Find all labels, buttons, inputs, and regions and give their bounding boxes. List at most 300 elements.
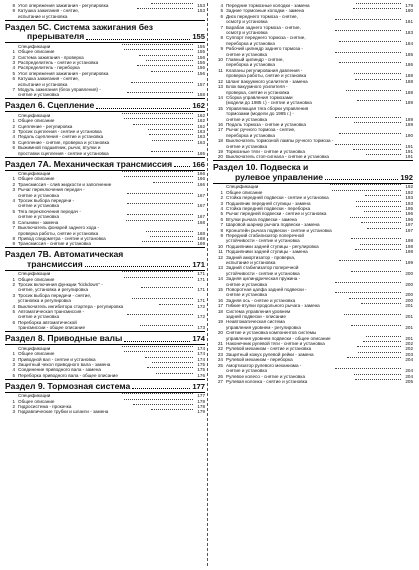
entry-page-number: 204	[405, 373, 413, 379]
dot-leader	[354, 73, 401, 74]
dot-leader	[152, 140, 193, 141]
dot-leader	[351, 238, 401, 239]
entry-page-number: 177	[197, 393, 205, 399]
section-title: Раздел 6. Сцепление	[5, 100, 95, 111]
entry-page-number: 171	[197, 298, 206, 304]
entry-page-number: 166	[197, 181, 206, 187]
entry-number: 22	[217, 346, 223, 352]
entry-title: проверка работы, снятие и установка	[226, 73, 307, 79]
entry-number: 1	[12, 118, 15, 124]
section-heading	[5, 334, 205, 344]
entry-title: переборка и установка	[226, 132, 275, 138]
entry-number: 2	[220, 195, 223, 201]
section-heading	[213, 163, 413, 182]
dot-leader	[325, 179, 398, 180]
entry-page-number: 158	[197, 92, 206, 98]
section-heading	[5, 101, 205, 111]
entry-title: Защитный чехол приводного вала - замена	[18, 361, 111, 367]
section-title-line	[5, 382, 205, 392]
entry-page-number: 196	[405, 216, 413, 222]
section-rule-top	[5, 331, 205, 332]
entry-page-number: 174	[197, 345, 205, 351]
dot-leader	[148, 129, 193, 130]
entry-number: 4	[12, 303, 15, 309]
entry-page-number: 193	[405, 200, 414, 206]
entry-title: Спецификации	[18, 43, 51, 49]
entry-title: Педаль сцепления - снятие и установка	[18, 134, 104, 140]
dot-leader	[335, 19, 401, 20]
toc-entry-continuation	[5, 325, 205, 330]
entry-title: Задний стабилизатор поперечной	[226, 265, 299, 271]
entry-page-number: 153	[197, 8, 206, 14]
entry-number: 3	[220, 200, 223, 206]
entry-page-number: 199	[405, 259, 414, 265]
entry-number: 13	[217, 265, 223, 271]
entry-page-number: 175	[197, 367, 205, 373]
entry-title: Спецификации	[18, 393, 51, 399]
entry-page-number: 185	[405, 51, 414, 57]
entry-number: 1	[12, 49, 15, 55]
dot-leader	[152, 362, 193, 363]
entry-title: Передний стабилизатор поперечной	[226, 232, 304, 238]
entry-number: 17	[217, 303, 223, 309]
entry-title: Амортизатор рулевого механизма -	[226, 362, 302, 368]
dot-leader	[339, 41, 402, 42]
entry-number: 7	[12, 86, 15, 92]
entry-number: 24	[217, 357, 223, 363]
entry-number: 5	[12, 208, 15, 214]
toc-entry-continuation	[5, 92, 205, 97]
section-heading	[5, 250, 205, 269]
entry-title: Угол опережения зажигания - регулировка	[18, 3, 109, 8]
toc-column-left	[5, 3, 205, 415]
section-page-number: 166	[192, 159, 205, 169]
entry-number: 10	[217, 243, 223, 249]
entry-title: устойчивости - снятие и установка	[226, 270, 300, 276]
entry-title: Тросик включения функции "kickdown" -	[18, 282, 103, 288]
dot-leader	[349, 298, 401, 299]
entry-page-number: 202	[405, 346, 413, 352]
entry-title: снятие, установка и регулировка	[18, 287, 89, 293]
section-heading	[5, 160, 205, 170]
dot-leader	[357, 100, 401, 101]
entry-page-number: 168	[197, 235, 205, 241]
entry-title: Шаровой шарнир рычага подвески - замена	[226, 222, 320, 228]
entry-number: 4	[12, 134, 15, 140]
entry-page-number: 163	[197, 134, 205, 140]
dot-leader	[133, 404, 193, 405]
entry-title: Стойка передней подвески - переборка	[226, 205, 311, 211]
entry-page-number: 192	[405, 184, 413, 190]
dot-leader	[347, 357, 401, 358]
entry-page-number: 189	[405, 121, 414, 127]
dot-leader	[126, 220, 193, 221]
entry-page-number: 180	[405, 8, 413, 14]
dot-leader	[86, 39, 190, 40]
entry-number: 5	[12, 139, 15, 145]
section-subtitle: рулевое управление	[235, 171, 324, 182]
entry-page-number: 188	[405, 78, 414, 84]
entry-title: испытание и установка	[18, 13, 68, 19]
dot-leader	[146, 231, 193, 232]
entry-number: 5	[220, 8, 223, 14]
section-page-number: 171	[192, 259, 205, 269]
dot-leader	[366, 336, 401, 337]
entry-title: Кронштейн рычага подвески - снятие и установка	[226, 227, 332, 233]
entry-title: Спецификации	[18, 271, 51, 277]
dot-leader	[151, 151, 193, 152]
entry-page-number: 166	[197, 171, 205, 177]
entry-number: 4	[12, 65, 15, 71]
entry-title: тормозами (модели до 1985 г.) -	[226, 111, 294, 117]
dot-leader	[132, 388, 190, 389]
entry-title: Рулевой механизм - переборка	[226, 357, 293, 363]
toc-entry	[5, 409, 205, 414]
entry-title: Барабан заднего тормоза - снятие,	[226, 24, 301, 30]
entry-page-number: 200	[405, 292, 414, 298]
dot-leader	[353, 149, 401, 150]
section-rule-top	[213, 160, 413, 161]
entry-number: 16	[217, 121, 223, 127]
entry-page-number: 201	[405, 324, 413, 330]
entry-number: 1	[12, 351, 15, 357]
entry-title: Клапаны регулирования давления -	[226, 67, 303, 73]
entry-title: Гидросистема - прокачка	[18, 403, 72, 409]
entry-page-number: 191	[405, 148, 414, 154]
entry-number: 14	[217, 276, 223, 282]
toc-entry	[5, 241, 205, 246]
toc-entry-continuation	[5, 151, 205, 156]
entry-title: задней подвески - описание	[226, 314, 286, 320]
dot-leader	[127, 92, 194, 93]
entry-number: 6	[220, 13, 223, 19]
entry-page-number: 171	[197, 271, 205, 277]
entry-title: Трансмиссия - снятие и установка	[18, 241, 91, 247]
entry-title: Поворотная цапфа задней подвески -	[226, 287, 307, 292]
entry-page-number: 172	[197, 314, 206, 320]
dot-leader	[335, 282, 402, 283]
dot-leader	[353, 8, 401, 9]
entry-page-number: 172	[197, 303, 205, 309]
entry-page-number: 171	[197, 276, 205, 282]
entry-title: Спецификации	[226, 184, 259, 190]
entry-page-number: 178	[197, 403, 205, 409]
entry-number: 3	[12, 129, 15, 134]
entry-title: Тормозные тяги - снятие и установка	[226, 148, 305, 154]
entry-page-number: 157	[197, 81, 206, 87]
dot-leader	[127, 314, 194, 315]
dot-leader	[124, 49, 193, 50]
entry-page-number: 192	[405, 189, 413, 195]
entry-number: 1	[220, 189, 223, 195]
entry-number: 6	[12, 76, 15, 82]
entry-title: Соединение приводного вала - замена	[18, 367, 101, 373]
entry-number: 15	[217, 287, 223, 292]
entry-title: Шланг вакуумного усилителя - замена	[226, 78, 308, 84]
entry-number: 18	[217, 308, 223, 314]
entry-page-number: 163	[197, 139, 205, 145]
entry-number: 7	[12, 225, 15, 231]
entry-title: Сборка управления тормозами	[226, 94, 293, 100]
dot-leader	[364, 211, 401, 212]
section-subtitle: трансмиссия	[27, 258, 83, 269]
entry-page-number: 191	[405, 143, 414, 149]
dot-leader	[122, 171, 193, 172]
entry-number: 2	[12, 181, 15, 187]
entry-number: 19	[217, 148, 223, 154]
entry-title: Рычаг переключения передач -	[18, 187, 85, 193]
toc-entry	[5, 373, 205, 378]
dot-leader	[335, 144, 402, 145]
entry-title: проставки сцепления - снятие и установка	[18, 150, 109, 156]
entry-number: 26	[217, 373, 223, 379]
dot-leader	[156, 373, 193, 374]
dot-leader	[122, 393, 193, 394]
toc-entry	[213, 154, 413, 159]
entry-page-number: 198	[405, 243, 414, 249]
dot-leader	[85, 266, 191, 267]
entry-title: Задняя цилиндрическая пружина -	[226, 276, 301, 282]
entry-page-number: 156	[197, 54, 206, 60]
entry-title: Спецификации	[18, 171, 51, 177]
entry-number: 4	[220, 205, 223, 211]
entry-title: Подшипники задней ступицы - замена	[226, 249, 308, 255]
entry-title: снятие и установка	[18, 92, 60, 98]
entry-page-number: 196	[405, 211, 413, 217]
dot-leader	[124, 176, 193, 177]
entry-title: Рулевая колонка - снятие и установка	[226, 378, 308, 384]
entry-number: 8	[12, 3, 15, 8]
dot-leader	[335, 368, 402, 369]
entry-page-number: 200	[405, 281, 414, 287]
entry-page-number: 174	[197, 351, 205, 357]
entry-number: 3	[12, 361, 15, 367]
entry-title: Главный цилиндр - снятие,	[226, 57, 284, 63]
entry-title: Автоматическая трансмиссия -	[18, 309, 85, 315]
entry-number: 4	[220, 3, 223, 8]
entry-number: 6	[12, 319, 15, 325]
entry-number: 2	[12, 282, 15, 288]
entry-title: Переборка автоматической	[18, 319, 77, 325]
entry-title: Общее описание	[18, 351, 55, 357]
dot-leader	[367, 228, 401, 229]
dot-leader	[124, 341, 190, 342]
entry-page-number: 190	[405, 132, 414, 138]
entry-page-number: 162	[197, 118, 205, 124]
dot-leader	[151, 71, 193, 72]
entry-number: 7	[220, 24, 223, 30]
entry-title: снятие и установка	[226, 292, 268, 298]
entry-title: Рулевой механизм - снятие и установка	[226, 346, 312, 352]
entry-number: 9	[12, 241, 15, 247]
entry-title: Стойка передней подвески - снятие и установка	[226, 195, 329, 201]
section-rule-top	[5, 157, 205, 158]
entry-number: 15	[217, 105, 223, 111]
entry-page-number: 175	[197, 361, 206, 367]
entry-page-number: 202	[405, 341, 414, 347]
entry-page-number: 203	[405, 351, 414, 357]
entry-page-number: 195	[405, 205, 414, 211]
entry-page-number: 186	[405, 62, 414, 68]
section-title-line	[5, 334, 205, 344]
dot-leader	[346, 90, 401, 91]
entry-title: снятие и установка	[18, 314, 60, 320]
entry-page-number: 198	[405, 249, 414, 255]
dot-leader	[360, 244, 401, 245]
entry-title: Катушка зажигания - снятие,	[18, 76, 80, 82]
entry-title: Втулки рычага подвески - замена	[226, 216, 297, 222]
entry-title: Наконечник рулевой тяги - снятие и установка	[226, 341, 325, 347]
entry-page-number: 191	[405, 154, 414, 160]
dot-leader	[124, 118, 193, 119]
dot-leader	[142, 241, 193, 242]
dot-leader	[355, 379, 401, 380]
entry-page-number: 204	[405, 357, 413, 363]
dot-leader	[335, 30, 401, 31]
toc-column-right	[213, 3, 413, 384]
section-rule-top	[5, 20, 205, 21]
entry-title: Блок вакуумного усилителя -	[226, 84, 288, 90]
entry-number: 6	[220, 216, 223, 222]
entry-title: Подшипники задней ступицы - регулировка	[226, 243, 319, 249]
entry-page-number: 183	[405, 30, 413, 36]
section-rule-top	[5, 98, 205, 99]
dot-leader	[361, 303, 401, 304]
entry-page-number: 181	[405, 19, 413, 25]
dot-leader	[351, 325, 401, 326]
section-title-line	[5, 101, 205, 111]
dot-leader	[127, 193, 194, 194]
dot-leader	[151, 3, 193, 4]
column-divider	[207, 3, 208, 566]
dot-leader	[96, 108, 190, 109]
entry-number: 1	[12, 176, 15, 182]
entry-page-number: 189	[405, 100, 413, 106]
dot-leader	[350, 217, 402, 218]
entry-number: 5	[220, 211, 223, 217]
dot-leader	[122, 113, 193, 114]
entry-title: Гибкие втулки продольного рычага - замена	[226, 303, 320, 309]
entry-number: 5	[12, 70, 15, 76]
entry-number: 7	[220, 222, 223, 228]
entry-page-number: 155	[197, 43, 205, 49]
entry-number: 9	[220, 46, 223, 52]
dot-leader	[124, 399, 193, 400]
dot-leader	[365, 195, 401, 196]
dot-leader	[335, 117, 402, 118]
toc-entry-continuation	[5, 14, 205, 19]
entry-title: Общее описание	[18, 276, 55, 282]
entry-title: Выключатель стоп-сигнала - снятие и установка	[226, 154, 329, 160]
dot-leader	[339, 133, 402, 134]
entry-number: 23	[217, 351, 223, 357]
entry-title: Привод спидометра - снятие и установка	[18, 235, 106, 241]
entry-title: установка и регулировка	[18, 298, 71, 304]
entry-number: 10	[217, 57, 223, 63]
dot-leader	[357, 346, 401, 347]
entry-title: Катушка зажигания - снятие,	[18, 8, 80, 14]
entry-page-number: 201	[405, 335, 413, 341]
entry-number: 8	[220, 227, 223, 233]
entry-title: Общее описание	[18, 398, 55, 404]
dot-leader	[127, 203, 194, 204]
section-title-line	[5, 160, 205, 170]
section-rule-top	[5, 379, 205, 380]
dot-leader	[159, 304, 193, 305]
entry-number: 21	[217, 341, 223, 347]
dot-leader	[150, 236, 193, 237]
entry-title: Выключатель ингибитора стартера - регулировка	[18, 303, 124, 309]
dot-leader	[141, 287, 193, 288]
entry-number: 5	[12, 309, 15, 315]
entry-number: 18	[217, 138, 223, 144]
section-title-line	[213, 173, 413, 183]
entry-page-number: 162	[197, 123, 206, 129]
entry-page-number: 179	[197, 409, 206, 415]
section-page-number: 177	[192, 381, 205, 391]
entry-page-number: 189	[405, 116, 414, 122]
entry-title: Общее описание	[226, 189, 263, 195]
entry-number: 8	[12, 235, 15, 241]
entry-title: проверка работы, снятие и установка	[18, 230, 99, 236]
entry-title: Рулевое колесо - снятие и установка	[226, 373, 306, 379]
entry-page-number: 193	[405, 195, 414, 201]
entry-number: 1	[12, 398, 15, 404]
entry-title: Сцепление - снятие, проверка и установка	[18, 139, 110, 145]
entry-number: 20	[217, 154, 223, 160]
entry-page-number: 201	[405, 314, 414, 320]
dot-leader	[127, 214, 194, 215]
entry-number: 2	[12, 54, 15, 60]
entry-page-number: 167	[197, 203, 206, 209]
entry-number: 3	[12, 409, 15, 415]
entry-number: 12	[217, 254, 223, 260]
entry-number: 2	[12, 123, 15, 129]
entry-title: Суппорт переднего тормоза - снятие,	[226, 35, 306, 41]
dot-leader	[355, 249, 401, 250]
entry-page-number: 156	[197, 70, 205, 76]
entry-title: осмотр и установка	[226, 19, 268, 25]
section-title-line	[5, 32, 205, 42]
toc-entry	[213, 379, 413, 384]
dot-leader	[356, 206, 401, 207]
entry-page-number: 163	[197, 129, 205, 134]
section-page-number: 155	[192, 32, 205, 42]
entry-number: 13	[217, 84, 223, 90]
entry-page-number: 204	[405, 368, 414, 374]
entry-number: 11	[218, 67, 223, 73]
dot-leader	[122, 346, 193, 347]
dot-leader	[137, 8, 193, 9]
entry-title: управления уровнем подвески - общее описание	[226, 335, 331, 341]
entry-title: Рабочий цилиндр заднего тормоза -	[226, 46, 303, 52]
entry-title: Тросик выбора передачи - снятие,	[18, 292, 92, 298]
dot-leader	[146, 60, 193, 61]
entry-title: Модуль зажигания (блок управления) -	[18, 86, 101, 92]
entry-page-number: 197	[405, 227, 413, 233]
entry-page-number: 178	[197, 398, 205, 404]
entry-number: 8	[220, 35, 223, 41]
entry-number: 2	[12, 403, 15, 409]
entry-title: осмотр и установка	[226, 30, 268, 36]
section-title: Раздел 9. Тормозная система	[5, 380, 131, 391]
entry-title: Трансмиссия - слив жидкости и заполнение	[18, 181, 112, 187]
entry-title: снятие и установка	[18, 192, 60, 198]
entry-page-number: 156	[197, 65, 205, 71]
entry-page-number: 200	[405, 297, 414, 303]
dot-leader	[356, 201, 401, 202]
entry-title: Приводной вал - снятие и установка	[18, 356, 96, 362]
